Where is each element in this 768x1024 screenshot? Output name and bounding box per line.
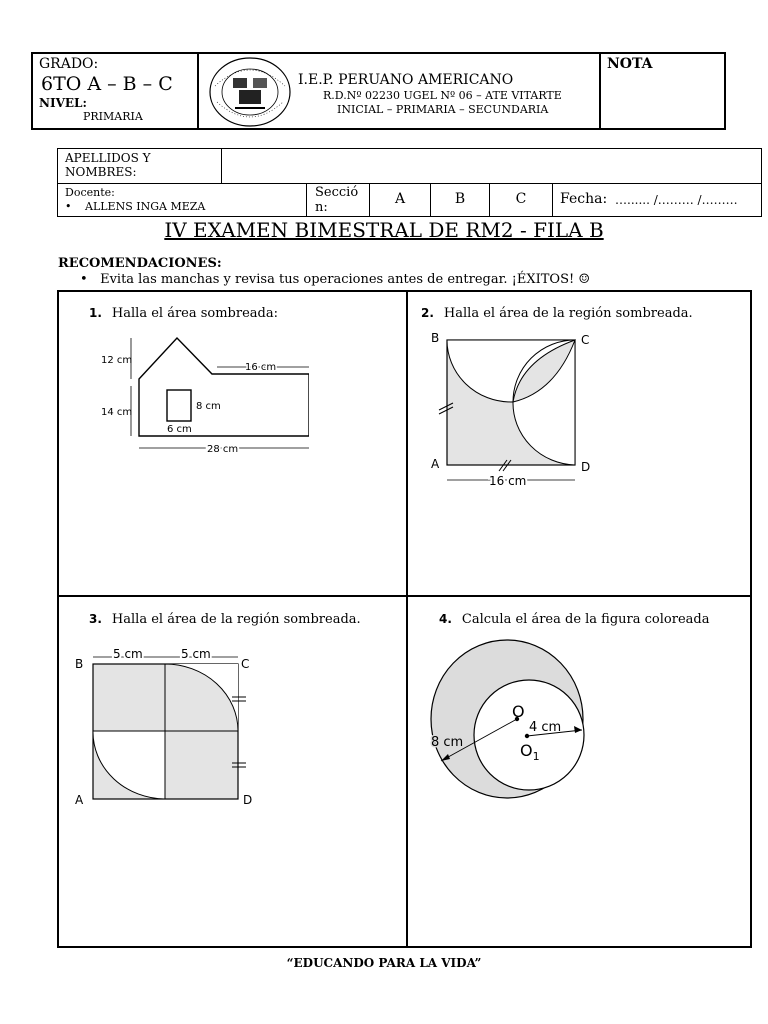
question-1-number: 1. — [89, 306, 102, 320]
school-levels: INICIAL – PRIMARIA – SECUNDARIA — [337, 103, 549, 116]
fig1-label-14: 14 cm — [101, 407, 133, 418]
fig2-label-c: C — [581, 333, 590, 347]
seccion-label-2: n: — [315, 200, 328, 215]
fecha-blank: …...... /……… /……… — [615, 193, 738, 207]
figure-1-hole — [167, 390, 191, 421]
fig2-label-d: D — [581, 460, 591, 474]
question-4 — [439, 612, 709, 627]
exam-title: IV EXAMEN BIMESTRAL DE RM2 - FILA B — [164, 218, 604, 242]
question-1 — [89, 306, 278, 321]
fig4-label-o: O — [512, 702, 525, 721]
seccion-label-1: Secció — [315, 185, 359, 200]
grid-divider-horizontal — [59, 595, 750, 597]
section-c: C — [515, 191, 527, 207]
apellidos-field[interactable] — [221, 148, 762, 184]
bullet: • — [80, 272, 101, 287]
question-4-text: Calcula el área de la figura coloreada — [461, 612, 710, 627]
recommendation-text: Evita las manchas y revisa tus operaciones antes de entregar. ¡ÉXITOS! ☺ — [100, 272, 590, 287]
question-3 — [89, 612, 361, 627]
figure-4-inner-circle — [474, 680, 584, 790]
nota-label: NOTA — [607, 56, 653, 72]
school-name: I.E.P. PERUANO AMERICANO — [298, 72, 514, 88]
section-a-cell[interactable] — [369, 183, 431, 217]
fecha-label: Fecha: — [560, 191, 608, 207]
apellidos-label: APELLIDOS Y — [65, 151, 151, 165]
fecha-cell[interactable] — [552, 183, 762, 217]
fig2-label-b: B — [431, 331, 440, 345]
fig3-label-a: A — [75, 793, 84, 807]
school-logo — [205, 56, 295, 128]
grade-cell — [33, 54, 199, 128]
fig2-label-16: 16 cm — [489, 474, 527, 488]
docente-name: ALLENS INGA MEZA — [85, 200, 206, 213]
school-rd: R.D.Nº 02230 UGEL Nº 06 – ATE VITARTE — [323, 89, 562, 102]
question-2-text: Halla el área de la región sombreada. — [443, 306, 693, 321]
fig3-label-5a: 5 cm — [113, 647, 143, 661]
footer-motto: “EDUCANDO PARA LA VIDA” — [286, 956, 482, 970]
docente-cell — [57, 183, 307, 217]
fig3-label-c: C — [241, 657, 250, 671]
fig3-label-5b: 5 cm — [181, 647, 211, 661]
figure-1-polygon — [99, 334, 309, 459]
fig2-label-a: A — [431, 457, 440, 471]
docente-label: Docente: — [65, 186, 115, 199]
grado-label: GRADO: — [39, 56, 99, 72]
nombres-label: NOMBRES: — [65, 165, 137, 179]
fig1-label-16: 16 cm — [245, 362, 277, 373]
question-2-number: 2. — [421, 306, 434, 320]
questions-grid — [57, 290, 752, 948]
section-b-cell[interactable] — [430, 183, 490, 217]
section-b: B — [454, 191, 466, 207]
nivel-value: PRIMARIA — [83, 110, 143, 123]
fig1-label-28: 28 cm — [207, 444, 239, 455]
fig3-label-d: D — [243, 793, 253, 807]
fig4-label-o1: $O_1$ — [520, 741, 540, 763]
figure-4-circles — [427, 637, 587, 807]
figure-3-square — [73, 642, 273, 812]
seccion-label-cell — [306, 183, 370, 217]
figure-2-square — [425, 330, 605, 490]
section-c-cell[interactable] — [489, 183, 553, 217]
figure-1-shape — [139, 338, 309, 436]
fig1-label-8: 8 cm — [196, 401, 221, 412]
grid-divider-vertical — [406, 292, 408, 946]
nota-cell — [599, 54, 724, 128]
nivel-label: NIVEL: — [39, 96, 87, 110]
fig4-label-4cm: 4 cm — [529, 720, 562, 735]
question-4-number: 4. — [439, 612, 452, 626]
fig3-label-b: B — [75, 657, 84, 671]
section-a: A — [394, 191, 406, 207]
fig1-label-6: 6 cm — [167, 424, 192, 435]
docente-bullet: • — [65, 200, 72, 213]
recommendation-item — [80, 272, 590, 287]
student-info-table — [57, 148, 763, 218]
recommendations-heading: RECOMENDACIONES: — [58, 256, 222, 271]
school-header — [31, 52, 726, 130]
apellidos-label-cell — [57, 148, 222, 184]
question-3-text: Halla el área de la región sombreada. — [111, 612, 361, 627]
question-2 — [421, 306, 693, 321]
question-1-text: Halla el área sombreada: — [111, 306, 278, 321]
question-3-number: 3. — [89, 612, 102, 626]
fig4-label-8cm: 8 cm — [431, 735, 464, 750]
grado-value: 6TO A – B – C — [41, 73, 173, 95]
fig1-label-12: 12 cm — [101, 355, 133, 366]
